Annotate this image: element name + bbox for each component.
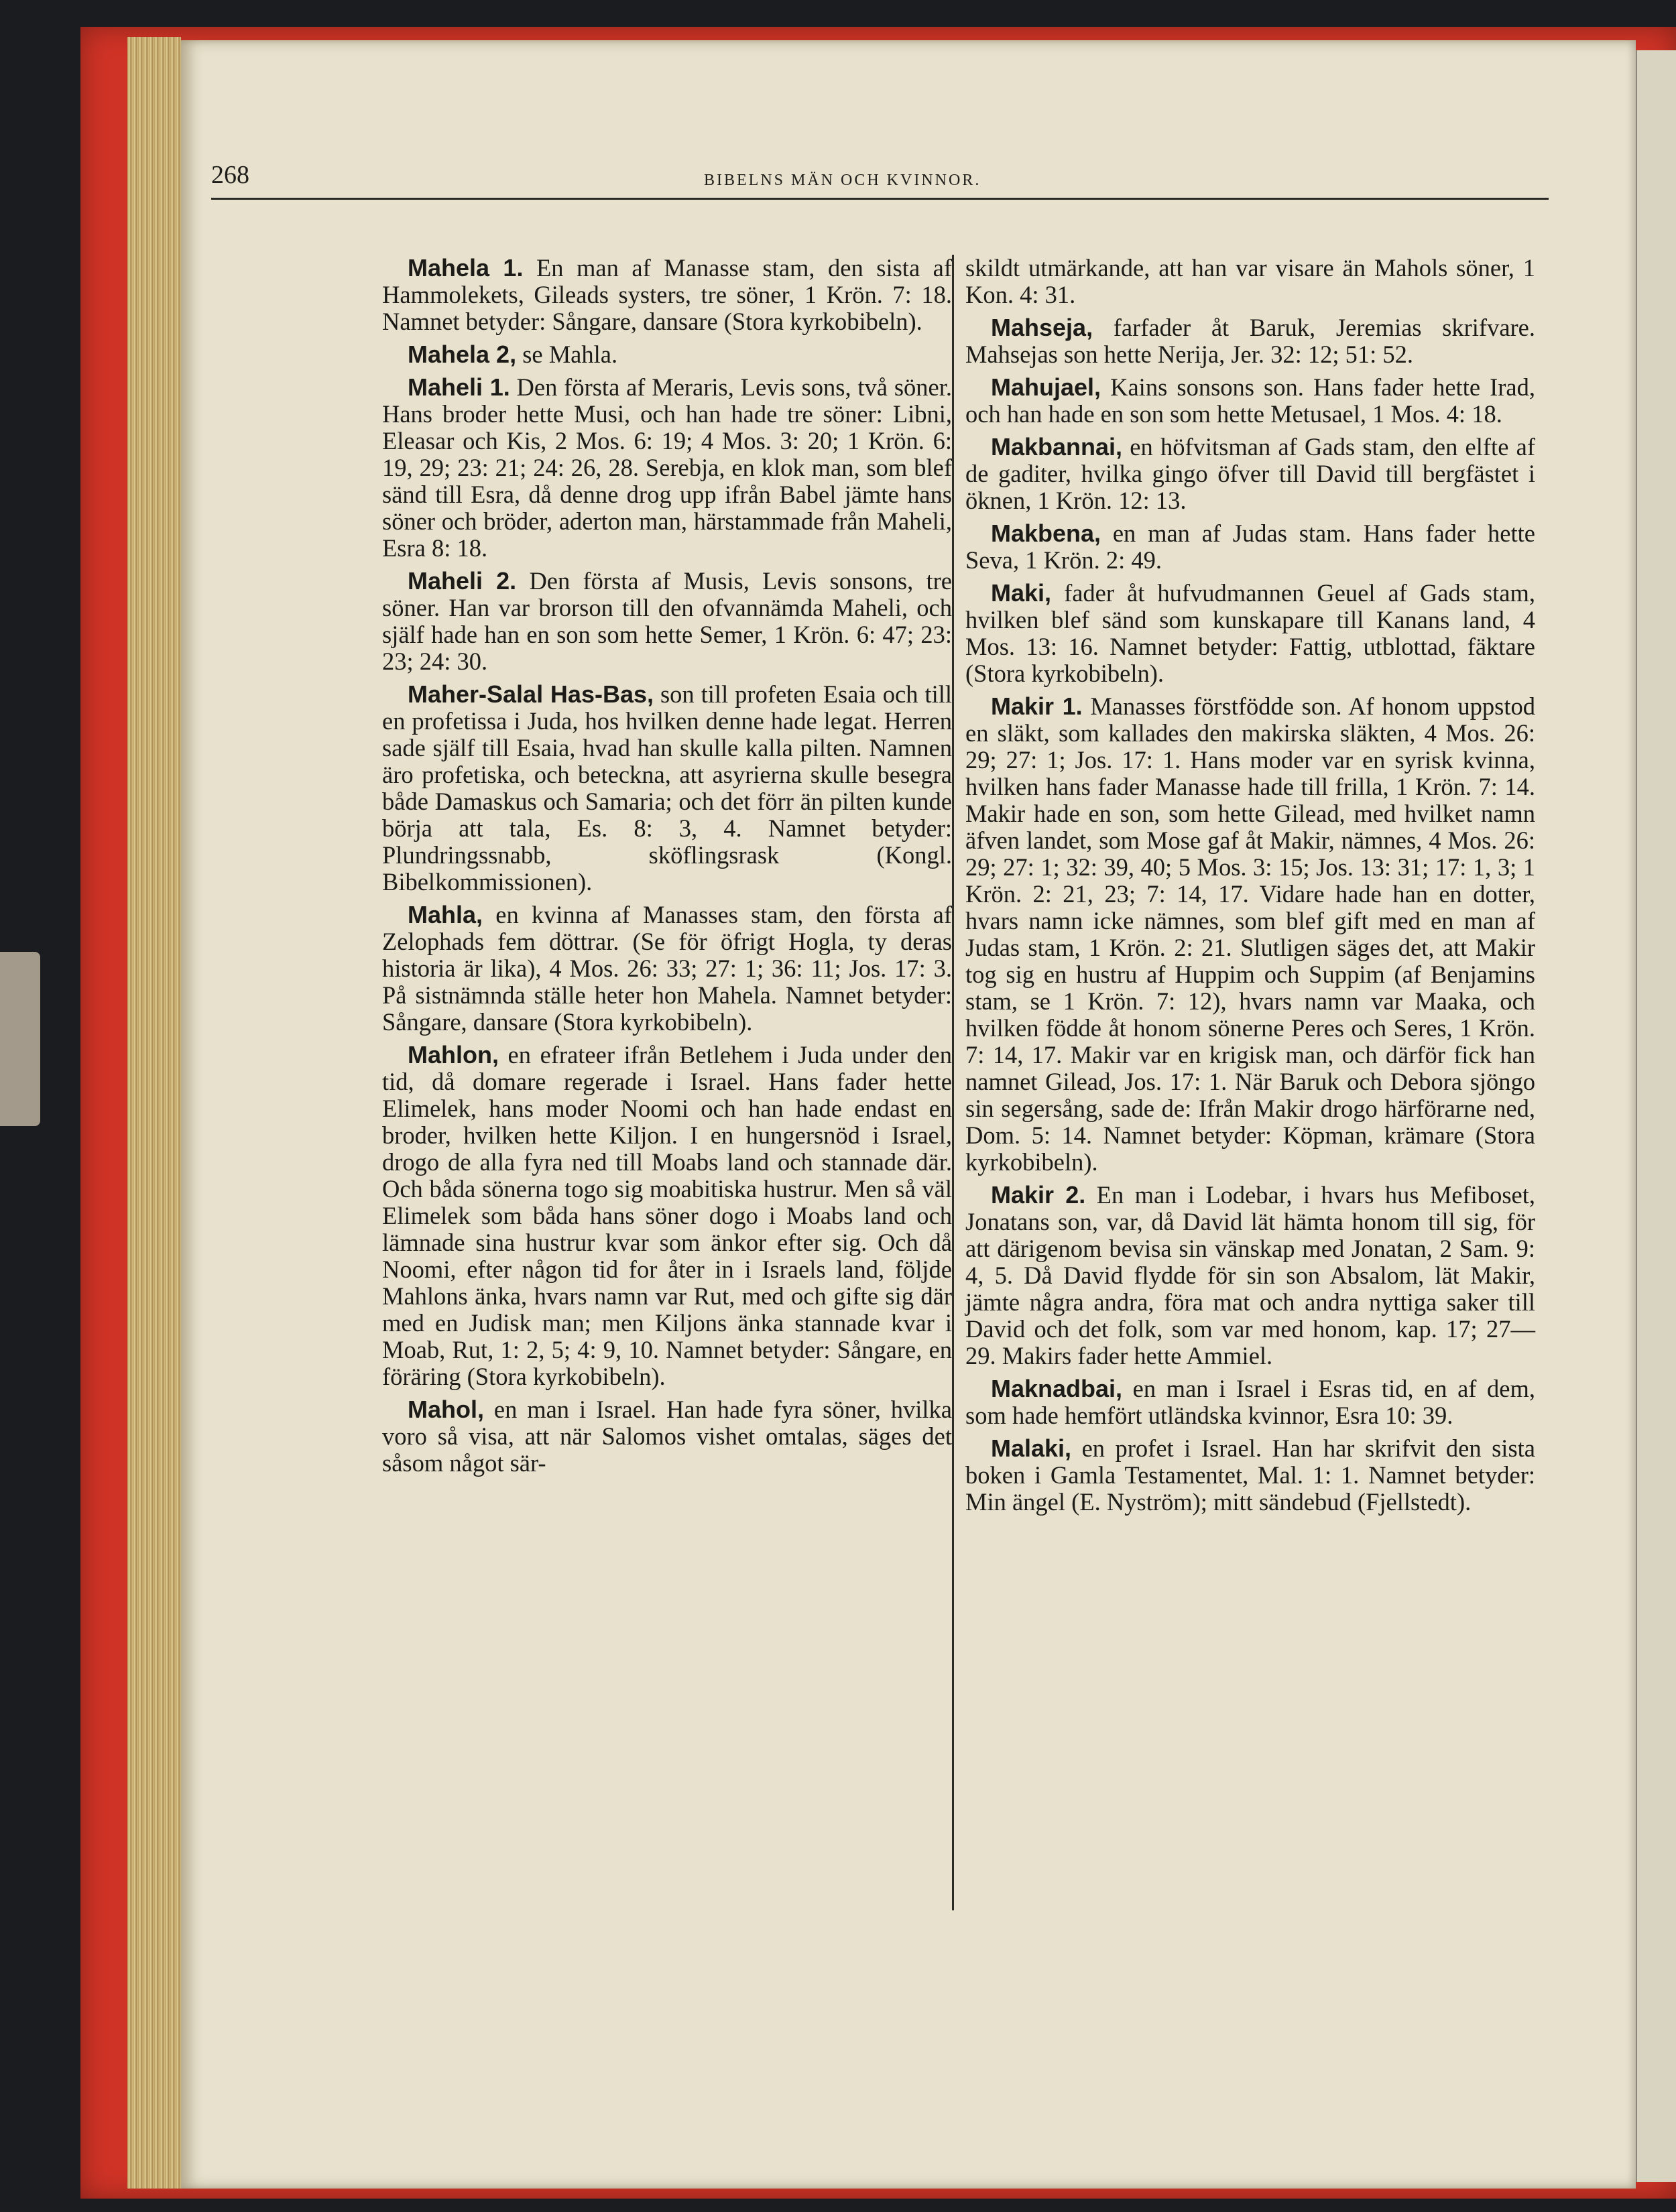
entry-headword: Mahela 1. <box>408 254 524 282</box>
entry <box>382 374 952 562</box>
entry-headword: Makbannai, <box>991 433 1123 460</box>
entry <box>965 1375 1535 1429</box>
entry <box>382 1396 952 1477</box>
column-divider <box>952 255 954 1910</box>
entry <box>382 255 952 335</box>
entry <box>382 1042 952 1390</box>
entry-headword: Makbena, <box>991 519 1101 547</box>
entry-text: skildt utmärkande, att han var visare än Mahols söner, 1 Kon. 4: 31. <box>965 254 1535 308</box>
entry-text: en kvinna af Manasses stam, den första af Zelophads fem döttrar. (Se för öfrigt Hogla, ty deras historia är lika), 4 Mos. 26: 33; 27: 1; 36: 11; Jos. 17: 3. På sistnämnda ställe heter hon Mahela. Namnet betyder: Sångare, dansare (Stora kyrkobibeln). <box>382 901 952 1036</box>
entry-text: en man i Israel i Esras tid, en af dem, som hade hemfört utländska kvinnor, Esra 10: 39. <box>965 1375 1535 1429</box>
entry-text: en höfvitsman af Gads stam, den elfte af de gaditer, hvilka gingo öfver till David till bergfästet i öknen, 1 Krön. 12: 13. <box>965 433 1535 514</box>
binder-clip <box>0 952 40 1126</box>
page-edges <box>127 37 181 2189</box>
entry-headword: Mahseja, <box>991 314 1093 341</box>
facing-page-edge <box>1636 50 1676 2182</box>
entry-text: en man af Judas stam. Hans fader hette Seva, 1 Krön. 2: 49. <box>965 519 1535 574</box>
entry-text: en profet i Israel. Han har skrifvit den sista boken i Gamla Testamentet, Mal. 1: 1. Namnet betyder: Min ängel (E. Nyström); mitt sändebud (Fjellstedt). <box>965 1434 1535 1516</box>
entry-text: fader åt hufvudmannen Geuel af Gads stam, hvilken blef sänd som kunskapare till Kanans land, 4 Mos. 13: 16. Namnet betyder: Fattig, utblottad, fäktare (Stora kyrkobibeln). <box>965 579 1535 687</box>
entry-headword: Maki, <box>991 579 1052 607</box>
entry-headword: Maheli 1. <box>408 373 510 401</box>
entry-headword: Mahela 2, <box>408 341 517 368</box>
entry-continuation <box>965 255 1535 308</box>
entry-text: son till profeten Esaia och till en profetissa i Juda, hos hvilken denne hade legat. Herren sade själf till Esaia, hvad han skulle kalla pilten. Namnen äro profetiska, och beteckna, att asyrierna skulle besegra både Damaskus och Samaria; och det förr än pilten kunde börja att tala, Es. 8: 3, 4. Namnet betyder: Plundringssnabb, sköflingsrask (Kongl. Bibelkommissionen). <box>382 680 952 896</box>
entry <box>965 1435 1535 1516</box>
entry-text: Den första af Meraris, Levis sons, två söner. Hans broder hette Musi, och han hade tre söner: Libni, Eleasar och Kis, 2 Mos. 6: 19; 4 Mos. 3: 20; 1 Krön. 6: 19, 29; 23: 21; 24: 26, 28. Serebja, en klok man, som blef sänd till Esra, då denne drog upp ifrån Babel jämte hans söner och bröder, aderton man, härstammade från Maheli, Esra 8: 18. <box>382 373 952 562</box>
page-header <box>211 158 1549 200</box>
entry <box>382 681 952 896</box>
right-column <box>965 255 1535 1522</box>
entry <box>965 314 1535 368</box>
entry-headword: Mahol, <box>408 1396 484 1423</box>
entry-text: en efrateer ifrån Betlehem i Juda under den tid, då domare regerade i Israel. Hans fader hette Elimelek, hans moder Noomi och han hade endast en broder, hvilken hette Kiljon. I en hungersnöd i Israel, drogo de alla fyra ned till Moabs land och stannade där. Och båda sönerna togo sig moabitiska hustrur. Men så väl Elimelek som båda hans söner dogo i Moabs land och lämnade sina hustrur kvar som änkor efter sig. Och då Noomi, efter någon tid for åter in i Israels land, följde Mahlons änka, hvars namn var Rut, med och gifte sig där med en Judisk man; men Kiljons änka stannade kvar i Moab, Rut, 1: 2, 5; 4: 9, 10. Namnet betyder: Sångare, en föräring (Stora kyrkobibeln). <box>382 1041 952 1390</box>
entry <box>382 341 952 368</box>
entry-text: farfader åt Baruk, Jeremias skrifvare. Mahsejas son hette Nerija, Jer. 32: 12; 51: 52. <box>965 314 1535 368</box>
entry-headword: Mahlon, <box>408 1041 499 1068</box>
entry-headword: Makir 1. <box>991 692 1083 720</box>
entry-headword: Malaki, <box>991 1434 1072 1462</box>
entry-headword: Mahla, <box>408 901 483 928</box>
entry <box>965 580 1535 687</box>
entry <box>965 1182 1535 1369</box>
entry-headword: Maheli 2. <box>408 567 517 595</box>
entry-text: Den första af Musis, Levis sonsons, tre söner. Han var brorson till den ofvannämda Maheli, och själf hade han en son som hette Semer, 1 Krön. 6: 47; 23: 23; 24: 30. <box>382 567 952 675</box>
entry-headword: Mahujael, <box>991 373 1101 401</box>
entry <box>965 374 1535 428</box>
entry-headword: Maher-Salal Has-Bas, <box>408 680 654 708</box>
entry-text: Manasses förstfödde son. Af honom uppstod en släkt, som kallades den makirska släkten, 4 Mos. 26: 29; 27: 1; Jos. 17: 1. Hans moder var en syrisk kvinna, hvilken hans fader Manasse hade till frilla, 1 Krön. 7: 14. Makir hade en son, som hette Gilead, med hvilket namn äfven landet, som Mose gaf åt Makir, nämnes, 4 Mos. 26: 29; 27: 1; 32: 39, 40; 5 Mos. 3: 15; Jos. 13: 31; 17: 1, 3; 1 Krön. 2: 21, 23; 7: 14, 17. Vidare hade han en dotter, hvars namn icke nämnes, som blef gift med en man af Judas stam, 1 Krön. 2: 21. Slutligen säges det, att Makir tog sig en hustru af Huppim och Suppim (af Benjamins stam, se 1 Krön. 7: 12), hvars namn var Maaka, och hvilken födde åt honom sönerne Peres och Seres, 1 Krön. 7: 14, 17. Makir var en krigisk man, och därför fick han namnet Gilead, Jos. 17: 1. När Baruk och Debora sjöngo sin segersång, sade de: Ifrån Makir drogo härförarne ned, Dom. 5: 14. Namnet betyder: Köpman, krämare (Stora kyrkobibeln). <box>965 692 1535 1176</box>
entry-text: en man i Israel. Han hade fyra söner, hvilka voro så visa, att när Salomos vishet omtalas, säges det såsom något sär- <box>382 1396 952 1477</box>
left-column <box>382 255 952 1483</box>
entry <box>382 568 952 675</box>
entry <box>965 434 1535 514</box>
entry <box>965 520 1535 574</box>
entry-text: En man i Lodebar, i hvars hus Mefiboset, Jonatans son, var, då David lät hämta honom till sig, för att därigenom bevisa sin vänskap med Jonatan, 2 Sam. 9: 4, 5. Då David flydde för sin son Absalom, lät Makir, jämte några andra, föra mat och andra nyttiga saker till David och det folk, som var med honom, kap. 17; 27—29. Makirs fader hette Ammiel. <box>965 1181 1535 1369</box>
entry-text: se Mahla. <box>516 341 618 368</box>
entry-text: Kains sonsons son. Hans fader hette Irad, och han hade en son som hette Metusael, 1 Mos. 4: 18. <box>965 373 1535 428</box>
entry-headword: Makir 2. <box>991 1181 1086 1209</box>
entry <box>965 693 1535 1176</box>
entry-text: En man af Manasse stam, den sista af Hammolekets, Gileads systers, tre söner, 1 Krön. 7: 18. Namnet betyder: Sångare, dansare (Stora kyrkobibeln). <box>382 254 953 335</box>
entry <box>382 902 952 1036</box>
page-number: 268 <box>211 161 249 189</box>
running-head: BIBELNS MÄN OCH KVINNOR. <box>704 172 981 189</box>
entry-headword: Maknadbai, <box>991 1375 1123 1402</box>
